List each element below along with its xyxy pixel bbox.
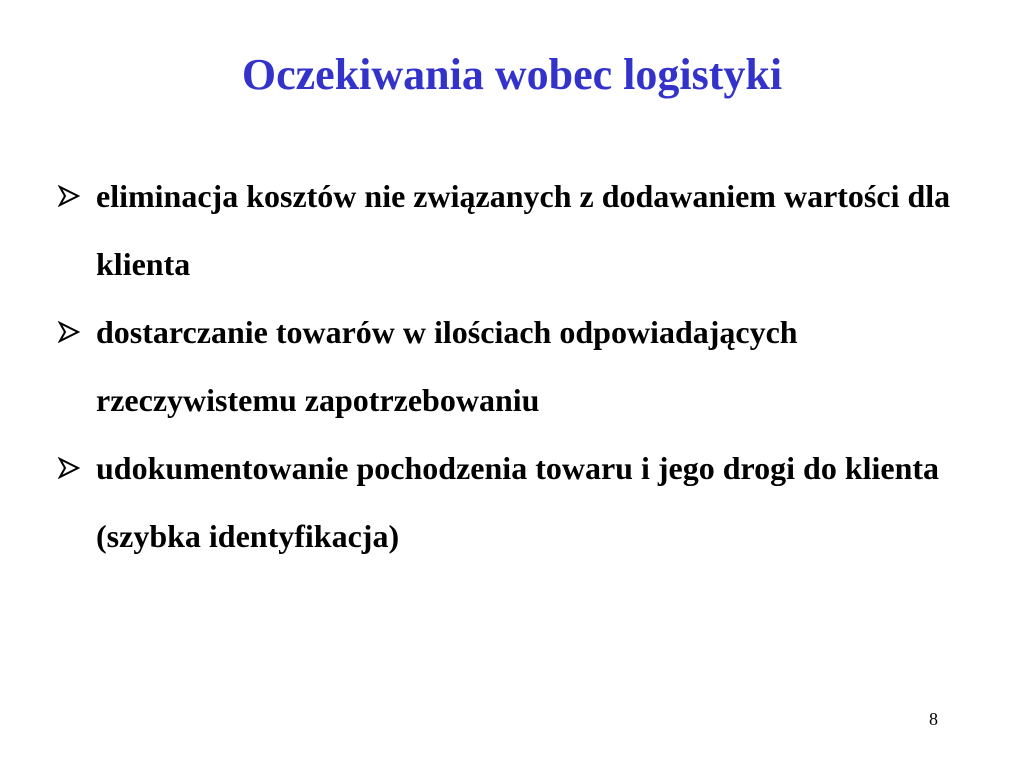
bullet-list	[58, 162, 998, 570]
arrowhead-bullet-icon	[58, 457, 80, 479]
slide-title: Oczekiwania wobec logistyki	[241, 50, 783, 99]
arrowhead-bullet-icon	[58, 185, 80, 207]
arrowhead-bullet-icon	[58, 321, 80, 343]
bullet-item	[58, 434, 998, 570]
bullet-item	[58, 298, 998, 434]
bullet-text: dostarczanie towarów w ilościach odpowiadających rzeczywistemu zapotrzebowaniu	[96, 314, 798, 418]
bullet-text: eliminacja kosztów nie związanych z dodawaniem wartości dla klienta	[96, 178, 951, 282]
page-number: 8	[929, 709, 938, 729]
bullet-text: udokumentowanie pochodzenia towaru i jego drogi do klienta (szybka identyfikacja)	[96, 450, 940, 554]
bullet-item	[58, 162, 998, 298]
